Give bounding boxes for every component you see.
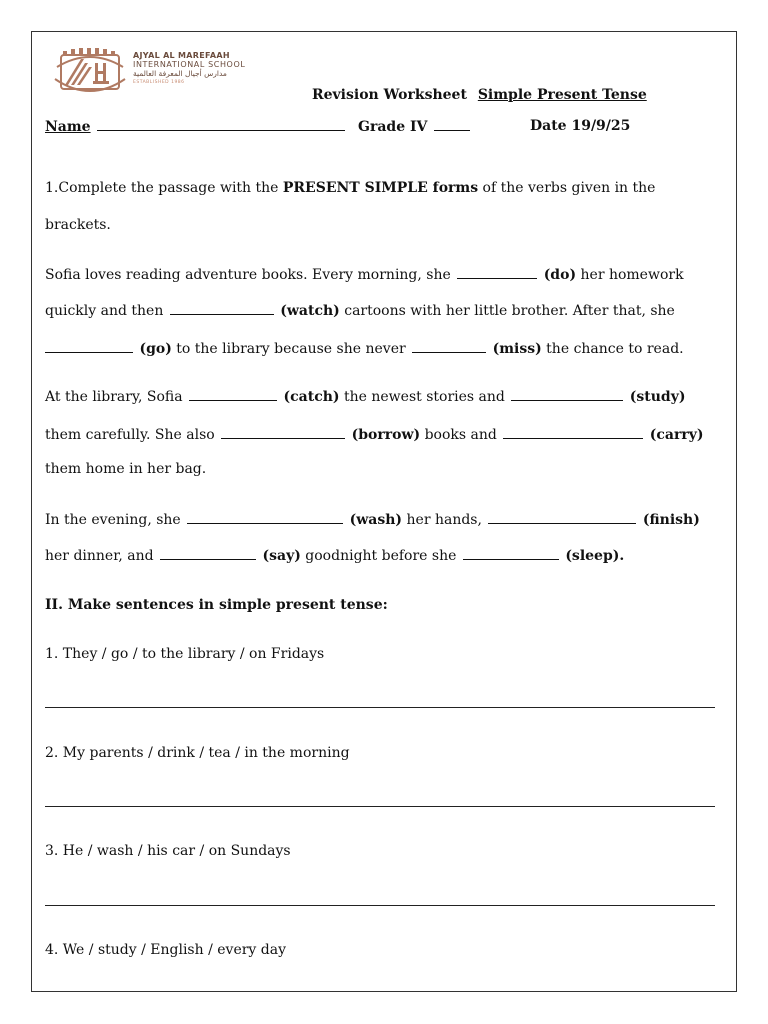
blank-sleep[interactable] <box>463 547 559 560</box>
section2-heading: II. Make sentences in simple present tense: <box>45 597 388 613</box>
name-field[interactable] <box>45 118 347 135</box>
passage-text: her dinner, and <box>45 548 159 564</box>
blank-miss[interactable] <box>412 340 486 353</box>
blank-wash[interactable] <box>187 511 343 524</box>
sentence-prompt-3: 3. He / wash / his car / on Sundays <box>45 843 291 859</box>
passage-text: Sofia loves reading adventure books. Every morning, she <box>45 267 456 283</box>
verb-hint: (wash) <box>349 512 403 528</box>
answer-line-1[interactable] <box>45 707 715 708</box>
passage-line <box>45 426 704 443</box>
school-name-arabic: مدارس أجيال المعرفة العالمية <box>133 69 227 78</box>
school-name <box>133 52 245 85</box>
passage-text: cartoons with her little brother. After that, she <box>339 303 675 319</box>
date-label: Date 19/9/25 <box>530 118 631 134</box>
passage-text: the chance to read. <box>541 341 684 357</box>
answer-line-3[interactable] <box>45 905 715 906</box>
passage-text: In the evening, she <box>45 512 186 528</box>
verb-hint: (sleep). <box>565 548 625 564</box>
verb-hint: (catch) <box>283 389 340 405</box>
passage-text: her hands, <box>402 512 487 528</box>
passage-text: the newest stories and <box>339 389 510 405</box>
verb-hint: (finish) <box>642 512 700 528</box>
blank-do[interactable] <box>457 266 537 279</box>
grade-blank[interactable] <box>434 118 470 131</box>
passage-text: her homework <box>576 267 684 283</box>
passage-text: goodnight before she <box>300 548 461 564</box>
grade-label: Grade IV <box>358 119 428 135</box>
blank-borrow[interactable] <box>221 426 345 439</box>
passage-text: books and <box>420 427 502 443</box>
verb-hint: (do) <box>543 267 577 283</box>
verb-hint: (miss) <box>492 341 542 357</box>
blank-say[interactable] <box>160 547 256 560</box>
passage-text: quickly and then <box>45 303 168 319</box>
sentence-prompt-1: 1. They / go / to the library / on Fridays <box>45 646 325 662</box>
blank-finish[interactable] <box>488 511 636 524</box>
verb-hint: (borrow) <box>351 427 421 443</box>
answer-line-2[interactable] <box>45 806 715 807</box>
passage-text: to the library because she never <box>171 341 411 357</box>
grade-field[interactable] <box>358 118 472 135</box>
school-name-line2: INTERNATIONAL SCHOOL <box>133 60 246 69</box>
title-prefix: Revision Worksheet <box>312 87 467 103</box>
passage-line <box>45 340 684 357</box>
passage-line <box>45 266 684 283</box>
passage-text: At the library, Sofia <box>45 389 188 405</box>
passage-line <box>45 547 624 564</box>
blank-catch[interactable] <box>189 388 277 401</box>
passage-line <box>45 511 700 528</box>
verb-hint: (say) <box>262 548 301 564</box>
school-name-line1: AJYAL AL MAREFAAH <box>133 51 230 60</box>
passage-line <box>45 302 675 319</box>
instruction-text: 1.Complete the passage with the <box>45 180 283 196</box>
passage-text: them carefully. She also <box>45 427 220 443</box>
school-logo <box>51 45 129 101</box>
blank-watch[interactable] <box>170 302 274 315</box>
name-blank[interactable] <box>97 118 345 131</box>
verb-hint: (go) <box>139 341 172 357</box>
verb-hint: (carry) <box>649 427 704 443</box>
instruction-text-2: of the verbs given in the <box>478 180 656 196</box>
worksheet-title <box>312 87 647 103</box>
verb-hint: (watch) <box>280 303 340 319</box>
school-established: ESTABLISHED 1986 <box>133 79 185 85</box>
section1-instruction <box>45 180 655 196</box>
section1-instruction-cont: brackets. <box>45 217 111 233</box>
blank-go[interactable] <box>45 340 133 353</box>
blank-study[interactable] <box>511 388 623 401</box>
sentence-prompt-2: 2. My parents / drink / tea / in the morning <box>45 745 350 761</box>
instruction-emphasis: PRESENT SIMPLE forms <box>282 180 479 196</box>
passage-line <box>45 388 685 405</box>
name-label: Name <box>45 119 91 135</box>
passage-line: them home in her bag. <box>45 461 207 477</box>
verb-hint: (study) <box>629 389 686 405</box>
title-topic: Simple Present Tense <box>477 87 647 103</box>
blank-carry[interactable] <box>503 426 643 439</box>
sentence-prompt-4: 4. We / study / English / every day <box>45 942 286 958</box>
